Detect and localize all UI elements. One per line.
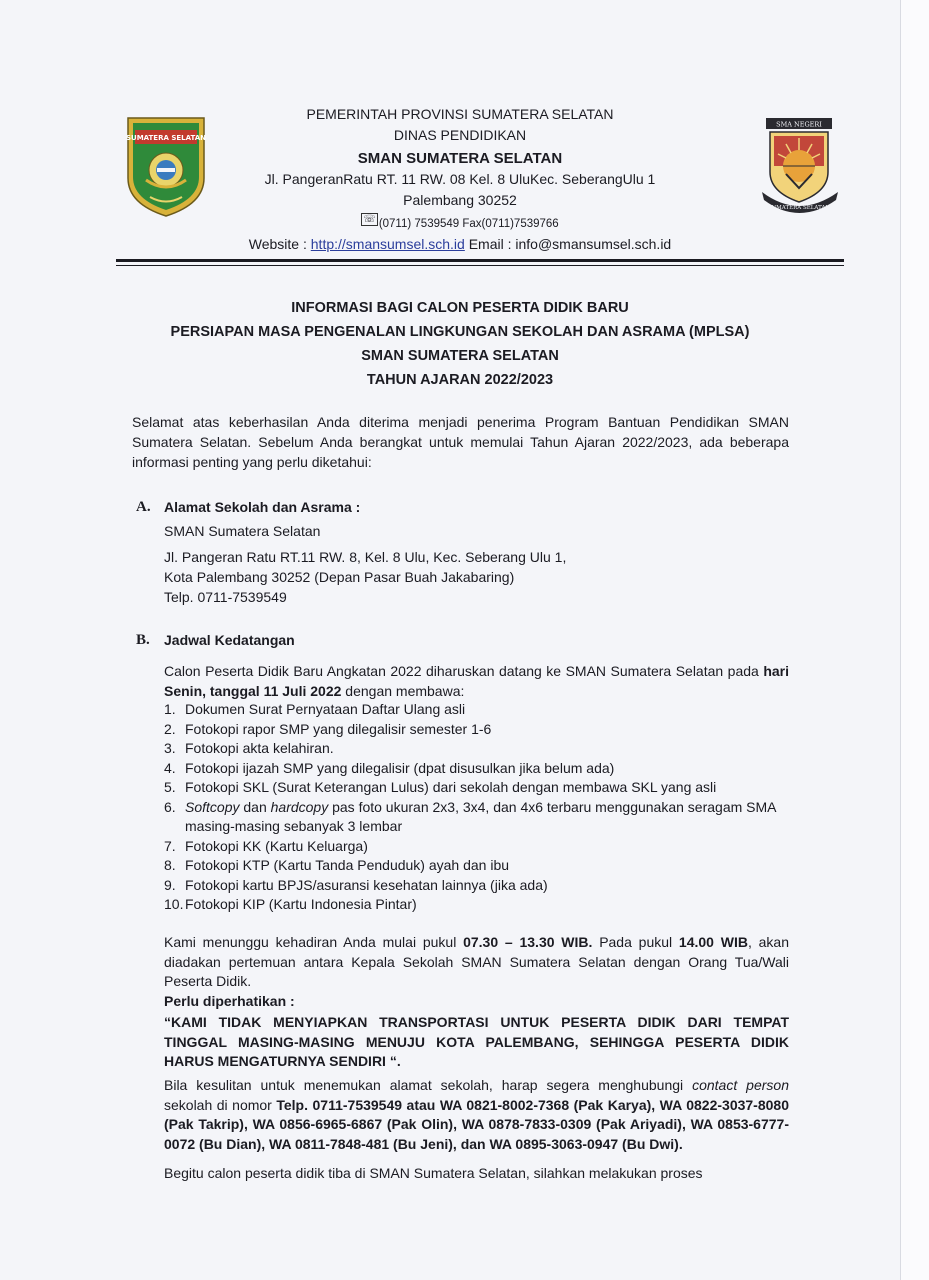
letterhead-phone-fax: ☏ (0711) 7539549 Fax(0711)7539766 bbox=[363, 214, 559, 230]
letterhead-rule-thin bbox=[116, 265, 844, 266]
list-item: 3. Fotokopi akta kelahiran. bbox=[164, 740, 334, 756]
section-b-letter: B. bbox=[136, 632, 150, 648]
svg-text:SMA NEGERI: SMA NEGERI bbox=[776, 120, 822, 129]
arrival-paragraph: Calon Peserta Didik Baru Angkatan 2022 diharuskan datang ke SMAN Sumatera Selatan pada hari Senin, tanggal 11 Juli 2022 dengan membawa: bbox=[164, 663, 789, 699]
school-crest-logo bbox=[756, 116, 844, 216]
address-line-2: Kota Palembang 30252 (Depan Pasar Buah Jakabaring) bbox=[164, 569, 515, 585]
list-item: 5. Fotokopi SKL (Surat Keterangan Lulus) dari sekolah dengan membawa SKL yang asli bbox=[164, 779, 717, 795]
email-text: Email : info@smansumsel.sch.id bbox=[468, 236, 672, 252]
list-item: 7. Fotokopi KK (Kartu Keluarga) bbox=[164, 837, 368, 854]
letterhead-school-name: SMAN SUMATERA SELATAN bbox=[357, 150, 563, 167]
website-label: Website : bbox=[248, 236, 307, 252]
phone-icon: ☏ bbox=[363, 214, 376, 225]
requirements-list bbox=[164, 700, 789, 915]
intro-paragraph: Selamat atas keberhasilan Anda diterima menjadi penerima Program Bantuan Pendidikan SMAN Sumatera Selatan. Sebelum Anda berangkat untuk memulai Tahun Ajaran 2022/2023, ada beberapa informasi penting yang perlu diketahui: bbox=[132, 414, 789, 470]
list-item: 6. Softcopy dan hardcopy pas foto ukuran 2x3, 3x4, dan 4x6 terbaru menggunakan seragam SMA masing-masing sebanyak 3 lembar bbox=[164, 798, 776, 834]
list-item: 2. Fotokopi rapor SMP yang dilegalisir semester 1-6 bbox=[164, 720, 492, 737]
svg-text:SUMATERA SELATAN: SUMATERA SELATAN bbox=[125, 134, 207, 142]
school-phone: Telp. 0711-7539549 bbox=[164, 589, 287, 605]
list-item: 9. Fotokopi kartu BPJS/asuransi kesehatan lainnya (jika ada) bbox=[164, 876, 548, 893]
website-link[interactable]: http://smansumsel.sch.id bbox=[310, 236, 465, 252]
school-name-line: SMAN Sumatera Selatan bbox=[164, 523, 321, 539]
letterhead-contact bbox=[200, 233, 720, 255]
transport-notice: “KAMI TIDAK MENYIAPKAN TRANSPORTASI UNTUK PESERTA DIDIK DARI TEMPAT TINGGAL MASING-MASING MENUJU KOTA PALEMBANG, SEHINGGA PESERTA DIDIK HARUS MENGATURNYA SENDIRI “. bbox=[164, 1014, 789, 1069]
list-item: 8. Fotokopi KTP (Kartu Tanda Penduduk) ayah dan ibu bbox=[164, 857, 510, 873]
letterhead-address: Jl. PangeranRatu RT. 11 RW. 08 Kel. 8 UluKec. SeberangUlu 1 bbox=[264, 171, 656, 187]
section-a-heading: Alamat Sekolah dan Asrama : bbox=[164, 499, 361, 515]
section-a-letter: A. bbox=[136, 499, 151, 515]
scan-edge bbox=[900, 0, 929, 1280]
letterhead-department: DINAS PENDIDIKAN bbox=[393, 127, 527, 143]
svg-text:SUMATERA SELATAN: SUMATERA SELATAN bbox=[767, 205, 831, 211]
address-line-1: Jl. Pangeran Ratu RT.11 RW. 8, Kel. 8 Ulu, Kec. Seberang Ulu 1, bbox=[164, 549, 567, 565]
list-item: 4. Fotokopi ijazah SMP yang dilegalisir (dpat disusulkan jika belum ada) bbox=[164, 759, 615, 776]
document-title: INFORMASI BAGI CALON PESERTA DIDIK BARU PERSIAPAN MASA PENGENALAN LINGKUNGAN SEKOLAH DAN ASRAMA (MPLSA) SMAN SUMATERA SELATAN TAHUN AJARAN 2022/2023 bbox=[170, 300, 750, 388]
arrival-process-paragraph: Begitu calon peserta didik tiba di SMAN Sumatera Selatan, silahkan melakukan proses bbox=[164, 1165, 703, 1181]
letterhead-government: PEMERINTAH PROVINSI SUMATERA SELATAN bbox=[306, 106, 614, 122]
province-emblem-logo bbox=[124, 114, 208, 218]
schedule-paragraph: Kami menunggu kehadiran Anda mulai pukul 07.30 – 13.30 WIB. Pada pukul 14.00 WIB, akan diadakan pertemuan antara Kepala Sekolah SMAN Sumatera Selatan dengan Orang Tua/Wali Peserta Didik. bbox=[164, 934, 789, 989]
list-item: 1. Dokumen Surat Pernyataan Daftar Ulang asli bbox=[164, 701, 466, 717]
note-label: Perlu diperhatikan : bbox=[164, 993, 295, 1009]
contact-paragraph: Bila kesulitan untuk menemukan alamat sekolah, harap segera menghubungi contact person sekolah di nomor Telp. 0711-7539549 atau WA 0821-8002-7368 (Pak Karya), WA 0822-3037-8080 (Pak Takrip), WA 0856-6965-6867 (Pak Olin), WA 0878-7833-0309 (Pak Ariyadi), WA 0853-6777-0072 (Bu Dian), WA 0811-7848-481 (Bu Jeni), dan WA 0895-3063-0947 (Bu Dwi). bbox=[164, 1077, 789, 1152]
section-b-heading: Jadwal Kedatangan bbox=[164, 632, 295, 648]
letterhead bbox=[200, 104, 720, 255]
letterhead-city: Palembang 30252 bbox=[403, 192, 517, 208]
letterhead-rule-thick bbox=[116, 259, 844, 262]
list-item: 10. Fotokopi KIP (Kartu Indonesia Pintar) bbox=[164, 896, 417, 912]
